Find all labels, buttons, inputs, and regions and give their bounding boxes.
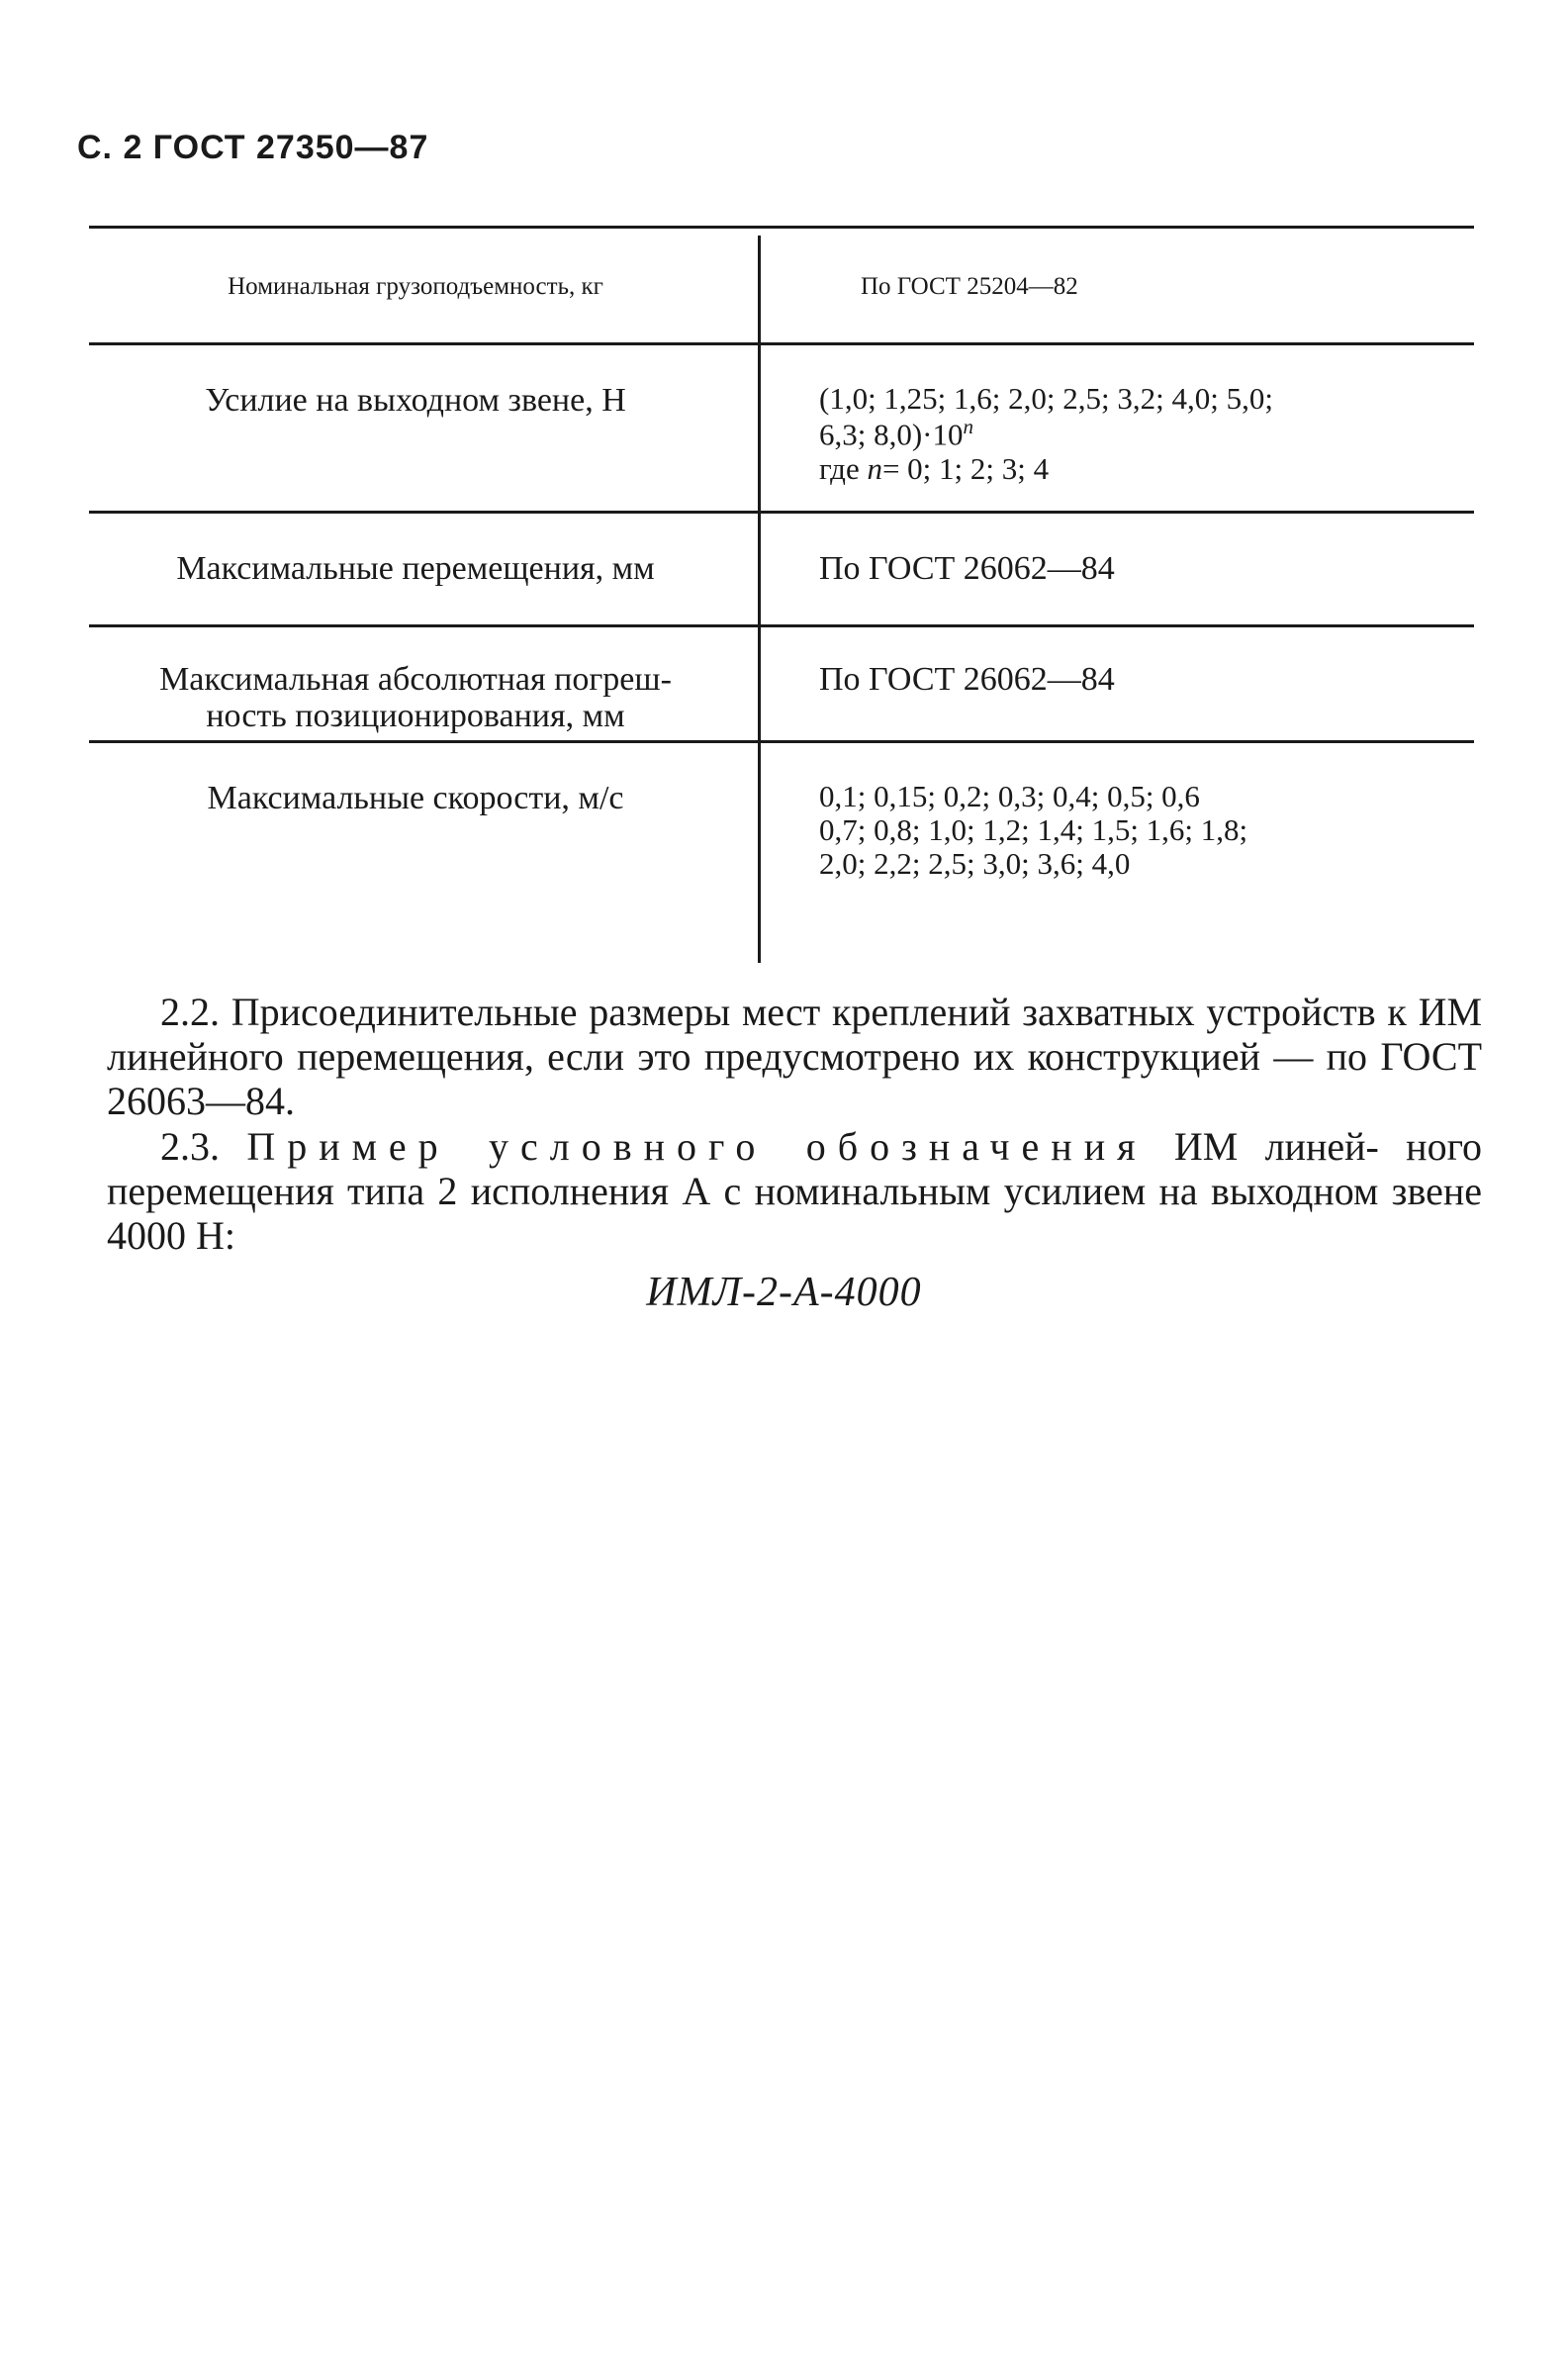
paragraph-2-3-number: 2.3. [160, 1123, 220, 1169]
paragraph-2-2 [107, 990, 1482, 1124]
value-max-speed-line3: 2,0; 2,2; 2,5; 3,0; 3,6; 4,0 [819, 846, 1131, 882]
paragraph-2-3 [107, 1124, 1482, 1259]
value-force-where: где [819, 450, 868, 486]
paragraph-2-2-line1: 2.2. Присоединительные размеры мест креплений захватных [160, 990, 1195, 1034]
paragraph-2-3-emphasis: Пример условного обозначения [246, 1123, 1148, 1169]
param-max-speed: Максимальные скорости, м/с [207, 780, 624, 816]
value-max-displacement: По ГОСТ 26062—84 [819, 550, 1115, 587]
paragraph-2-3-line3: на выходном звене 4000 Н: [107, 1168, 1483, 1258]
table-header-rule [89, 342, 1474, 345]
paragraph-2-3-line1-rest: ИМ линей- [1147, 1123, 1379, 1169]
column-header-capacity: Номинальная грузоподъемность, кг [228, 273, 603, 300]
body-text [107, 990, 1482, 1258]
value-force-var: n [867, 450, 882, 486]
paragraph-2-2-line2: устройств к ИМ линейного перемещения, если это предусмотрено [107, 990, 1483, 1080]
table-column-divider [758, 236, 761, 963]
table-row-rule [89, 740, 1474, 743]
designation-example: ИМЛ-2-А-4000 [646, 1270, 922, 1315]
param-max-displacement: Максимальные перемещения, мм [176, 550, 655, 587]
paragraph-2-3-line2: ного перемещения типа 2 исполнения А с номинальным усилием [107, 1123, 1482, 1213]
value-force-exponent: n [963, 415, 974, 439]
param-positioning-error [89, 661, 742, 735]
value-max-speed-line2: 0,7; 0,8; 1,0; 1,2; 1,4; 1,5; 1,6; 1,8; [819, 812, 1248, 848]
table-top-rule [89, 226, 1474, 229]
value-force-line3 [819, 452, 1472, 486]
value-force [819, 382, 1472, 486]
value-force-exponents: = 0; 1; 2; 3; 4 [881, 450, 1050, 486]
page-header: С. 2 ГОСТ 27350—87 [77, 129, 429, 166]
paragraph-2-2-line3: их конструкцией — по ГОСТ 26063—84. [107, 1034, 1483, 1124]
table-row-rule [89, 511, 1474, 514]
value-force-line2 [819, 416, 1472, 451]
value-max-speed [819, 780, 1472, 881]
param-positioning-error-line2: ность позиционирования, мм [206, 698, 625, 735]
value-max-speed-line1: 0,1; 0,15; 0,2; 0,3; 0,4; 0,5; 0,6 [819, 779, 1200, 813]
value-force-line2-text: 6,3; 8,0)·10 [819, 417, 964, 452]
param-force: Усилие на выходном звене, Н [205, 382, 626, 419]
table-row-rule [89, 624, 1474, 627]
value-force-line1: (1,0; 1,25; 1,6; 2,0; 2,5; 3,2; 4,0; 5,0; [819, 381, 1273, 416]
value-positioning-error: По ГОСТ 26062—84 [819, 661, 1115, 698]
param-positioning-error-line1: Максимальная абсолютная погреш- [159, 661, 672, 698]
column-header-standard: По ГОСТ 25204—82 [861, 273, 1078, 300]
